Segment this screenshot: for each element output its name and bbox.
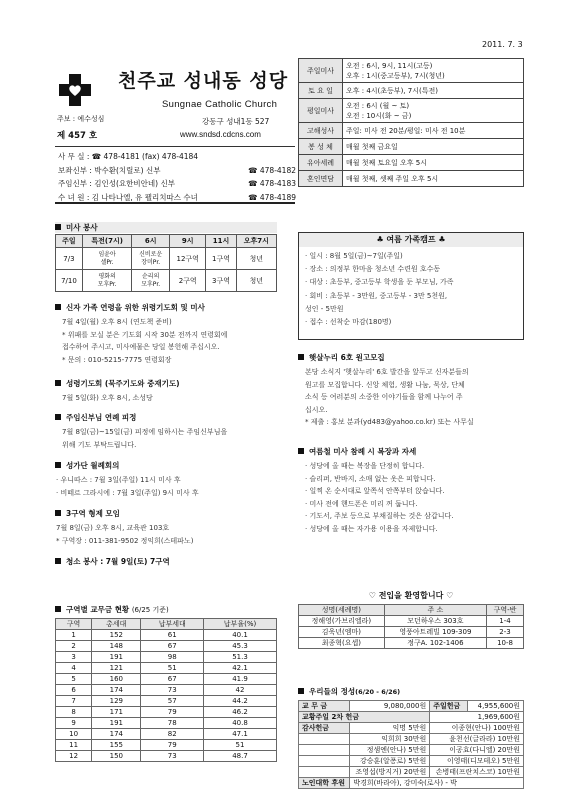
table-cell: 7/3 <box>56 248 83 270</box>
schedule-key: 토 요 일 <box>299 83 343 99</box>
table-cell: 평화의 모후Pr. <box>82 270 132 292</box>
table-row <box>299 756 524 767</box>
website-link[interactable]: www.sndsd.cdcns.com <box>180 130 261 139</box>
table-cell <box>299 734 350 745</box>
schedule-row <box>299 99 524 123</box>
text-line: 소식 등 여러분의 소중한 이야기들을 함께 나누어 주 <box>305 393 463 401</box>
table-row <box>56 751 277 762</box>
donation-table <box>55 618 277 762</box>
table-cell: 교 무 금 <box>299 701 350 712</box>
column-header: 납부세대 <box>141 619 204 630</box>
table-cell: 손병태(프란치스코) 10만원 <box>430 767 524 778</box>
table-cell: 46.2 <box>204 707 277 718</box>
table-cell: 42 <box>204 685 277 696</box>
table-cell: 3구역 <box>206 270 236 292</box>
schedule-row <box>299 171 524 187</box>
prayer-text <box>62 316 227 366</box>
text-line: 본당 소식지 '햇살누리' 6호 발간을 앞두고 신자분들의 <box>305 368 469 376</box>
table-cell <box>299 756 350 767</box>
table-cell: 모던하우스 303호 <box>384 616 486 627</box>
table-row <box>299 767 524 778</box>
column-header: 9시 <box>169 235 205 248</box>
table-row <box>56 718 277 729</box>
section-heading: 여름철 미사 참례 시 복장과 자세 <box>298 446 416 457</box>
table-cell: 67 <box>141 674 204 685</box>
table-cell: 129 <box>92 696 141 707</box>
schedule-value: 오후 : 4시(초등부), 7시(특전) <box>343 83 524 99</box>
table-cell: 98 <box>141 652 204 663</box>
section-heading: 3구역 형제 모임 <box>55 508 120 519</box>
table-row <box>56 740 277 751</box>
table-cell: 42.1 <box>204 663 277 674</box>
section-heading: 성령기도회 (묵주기도와 중재기도) <box>55 378 180 389</box>
mass-schedule-table <box>298 58 524 187</box>
table-cell: 임윤아 셀Pr. <box>82 248 132 270</box>
table-cell: 청년 <box>236 248 276 270</box>
table-cell: 152 <box>92 630 141 641</box>
table-cell: 7/10 <box>56 270 83 292</box>
table-cell: 김욱년(엠마) <box>299 627 385 638</box>
table-row <box>56 641 277 652</box>
table-cell: 노인대학 후원 <box>299 778 350 789</box>
schedule-key: 봉 성 체 <box>299 139 343 155</box>
text-line: · 장소 : 의정부 한마음 청소년 수련원 호수동 <box>305 265 441 274</box>
text-line: * 문의 : 010-5215-7775 연령회장 <box>62 355 172 364</box>
church-title: 천주교 성내동 성당 <box>118 70 289 92</box>
contact-row: 사 무 실 : ☎ 478-4181 (fax) 478-4184 <box>58 152 199 161</box>
table-row <box>299 723 524 734</box>
church-subtitle: Sungnae Catholic Church <box>162 99 278 110</box>
table-row <box>56 674 277 685</box>
table-cell: 47.1 <box>204 729 277 740</box>
table-cell: 51.3 <box>204 652 277 663</box>
schedule-row <box>299 139 524 155</box>
table-row <box>56 696 277 707</box>
table-row <box>299 734 524 745</box>
table-cell: 174 <box>92 729 141 740</box>
text-line: * 제출 : 홍보 분과(yd483@yahoo.co.kr) 또는 사무실 <box>305 418 474 426</box>
offering-table <box>298 700 524 789</box>
table-cell: 155 <box>92 740 141 751</box>
schedule-key: 혼인면담 <box>299 171 343 187</box>
table-cell: 2-3 <box>487 627 524 638</box>
table-cell: 191 <box>92 718 141 729</box>
text-line: 7월 4일(월) 오후 8시 (연도책 준비) <box>62 318 172 326</box>
text-line: · 대상 : 초등부, 중고등부 학생을 둔 부모님, 가족 <box>305 278 454 287</box>
divider <box>55 146 295 147</box>
contact-list <box>58 150 296 204</box>
table-cell: 51 <box>204 740 277 751</box>
table-cell: 6 <box>56 685 92 696</box>
attire-text <box>305 460 454 535</box>
text-line: * 구역장 : 011-381-9502 정익희(스테파노) <box>56 536 194 545</box>
district-text <box>56 522 193 547</box>
table-cell: 57 <box>141 696 204 707</box>
patron: 주보 : 예수성심 <box>57 115 105 123</box>
table-cell: 48.7 <box>204 751 277 762</box>
table-row <box>299 701 524 712</box>
column-header: 총세대 <box>92 619 141 630</box>
column-header: 오후7시 <box>236 235 276 248</box>
table-cell: 1,969,600원 <box>430 712 524 723</box>
table-row <box>56 729 277 740</box>
table-row <box>299 627 524 638</box>
table-cell: 2구역 <box>169 270 205 292</box>
text-line: * 위패를 모실 분은 기도회 시작 30분 전까지 연령회에 <box>62 330 228 339</box>
table-row <box>56 685 277 696</box>
table-cell: 1 <box>56 630 92 641</box>
text-line: · 우니따스 : 7월 3일(주일) 11시 미사 후 <box>56 476 181 484</box>
table-row <box>299 778 524 789</box>
schedule-key: 고해성사 <box>299 123 343 139</box>
table-cell: 최종혁(요셉) <box>299 638 385 649</box>
contact-row: 보좌신부 : 박수환(치릴로) 신부 ☎ 478-4182 <box>58 165 296 175</box>
table-cell: 45.3 <box>204 641 277 652</box>
table-cell: 8 <box>56 707 92 718</box>
welcome-heading: ♡ 전입을 환영합니다 ♡ <box>368 591 454 600</box>
text-line: 위해 기도 부탁드립니다. <box>62 440 137 449</box>
schedule-key: 주일미사 <box>299 59 343 83</box>
table-row <box>56 663 277 674</box>
text-line: · 미사 전에 핸드폰은 미리 꺼 둡니다. <box>305 499 418 508</box>
table-cell: 148 <box>92 641 141 652</box>
table-row <box>299 745 524 756</box>
column-header: 주 소 <box>384 605 486 616</box>
table-cell: 82 <box>141 729 204 740</box>
newsletter-text <box>305 366 474 429</box>
table-cell: 1구역 <box>206 248 236 270</box>
table-row <box>299 712 524 723</box>
table-cell: 61 <box>141 630 204 641</box>
table-cell: 강승훈(알퐁로) 5만원 <box>350 756 430 767</box>
table-cell: 10 <box>56 729 92 740</box>
schedule-row <box>299 155 524 171</box>
issue-number: 제 457 호 <box>57 131 98 141</box>
text-line: 십시오. <box>305 405 328 414</box>
table-cell: 51 <box>141 663 204 674</box>
church-cross-logo <box>57 72 93 108</box>
text-line: · 일시 : 8월 5일(금)~7일(주일) <box>305 252 403 260</box>
text-line: 7월 8일(금)~15일(금) 피정에 임하시는 주임신부님을 <box>62 428 228 436</box>
table-cell: 79 <box>141 707 204 718</box>
table-cell: 감사헌금 <box>299 723 350 734</box>
column-header: 납부율(%) <box>204 619 277 630</box>
table-cell: 40.8 <box>204 718 277 729</box>
table-cell: 5 <box>56 674 92 685</box>
section-heading: 주임신부님 연례 피정 <box>55 412 136 423</box>
column-header: 성명(세례명) <box>299 605 385 616</box>
table-cell: 주일헌금 <box>430 701 468 712</box>
schedule-key: 유아세례 <box>299 155 343 171</box>
table-cell: 12구역 <box>169 248 205 270</box>
schedule-value: 주일: 미사 전 20분/평일: 미사 전 10분 <box>343 123 524 139</box>
column-header: 6시 <box>132 235 170 248</box>
section-heading: 구역별 교무금 현황 (6/25 기준) <box>55 604 169 615</box>
table-cell: 41.9 <box>204 674 277 685</box>
section-heading: 신자 가족 연령을 위한 위령기도회 및 미사 <box>55 302 205 313</box>
text-line: 성인 - 5만원 <box>305 304 344 313</box>
section-heading: 햇살누리 6호 원고모집 <box>298 352 385 363</box>
table-cell: 79 <box>141 740 204 751</box>
column-header: 특전(7시) <box>82 235 132 248</box>
table-cell: 12 <box>56 751 92 762</box>
table-row <box>56 630 277 641</box>
table-cell: 이종현(안나) 100만원 <box>430 723 524 734</box>
text-line: · 슬리퍼, 반바지, 소매 없는 옷은 피합니다. <box>305 474 436 483</box>
table-cell: 윤천선(글라라) 10만원 <box>430 734 524 745</box>
camp-details <box>299 247 523 332</box>
address: 강동구 성내1동 527 <box>202 117 270 126</box>
table-row <box>56 270 277 292</box>
table-cell: 순리의 모후Pr. <box>132 270 170 292</box>
table-cell: 이영태(디모테오) 5만원 <box>430 756 524 767</box>
divider <box>55 202 295 204</box>
table-cell: 영풍아트레빌 109-309 <box>384 627 486 638</box>
table-cell: 이공효(다니엘) 20만원 <box>430 745 524 756</box>
text-line: · 성당에 올 때는 자가용 이용을 자제합니다. <box>305 524 438 533</box>
table-row <box>56 707 277 718</box>
table-cell: 익희희 30만원 <box>350 734 430 745</box>
text-line: · 일찍 온 순서대로 앞쪽석 안쪽부터 앉습니다. <box>305 487 445 495</box>
table-row <box>56 248 277 270</box>
table-cell: 교황주일 2차 헌금 <box>299 712 430 723</box>
table-cell: 박경희(바라아), 강미숙(로사) - 박 <box>350 778 524 789</box>
table-cell: 73 <box>141 685 204 696</box>
table-cell: 11 <box>56 740 92 751</box>
choir-text <box>56 474 199 499</box>
table-cell: 9 <box>56 718 92 729</box>
section-heading: 미사 봉사 <box>55 222 277 233</box>
text-line: 원고를 모집합니다. 신앙 체험, 생활 나눔, 묵상, 단체 <box>305 380 465 389</box>
schedule-value: 오전 : 6시, 9시, 11시(고등) 오후 : 1시(중고등부), 7시(청년) <box>343 59 524 83</box>
table-cell: 익명 5만원 <box>350 723 430 734</box>
table-row <box>56 652 277 663</box>
table-cell: 171 <box>92 707 141 718</box>
section-heading: 우리들의 정성(6/20 - 6/26) <box>298 686 400 697</box>
table-cell: 10-8 <box>487 638 524 649</box>
table-cell: 신비로운 장미Pr. <box>132 248 170 270</box>
table-cell: 150 <box>92 751 141 762</box>
summer-camp-box <box>298 232 524 340</box>
table-cell: 44.2 <box>204 696 277 707</box>
table-cell: 4,955,600원 <box>468 701 524 712</box>
prayer-group-text <box>62 392 153 405</box>
table-cell: 1-4 <box>487 616 524 627</box>
camp-heading: ♣ 여름 가족캠프 ♣ <box>299 233 523 247</box>
table-cell: 40.1 <box>204 630 277 641</box>
table-cell: 78 <box>141 718 204 729</box>
table-cell: 4 <box>56 663 92 674</box>
table-cell: 67 <box>141 641 204 652</box>
schedule-value: 매월 첫째 토요일 오후 5시 <box>343 155 524 171</box>
issue-date: 2011. 7. 3 <box>482 40 523 49</box>
section-heading: 청소 봉사 : 7월 9일(토) 7구역 <box>55 556 170 567</box>
table-cell: 3 <box>56 652 92 663</box>
section-heading: 성가단 월례회의 <box>55 460 119 471</box>
table-cell: 정해영(가브리엘라) <box>299 616 385 627</box>
table-cell: 7 <box>56 696 92 707</box>
text-line: · 회비 : 초등부 - 3만원, 중고등부 - 3만 5천원, <box>305 291 448 300</box>
column-header: 11시 <box>206 235 236 248</box>
new-members-table <box>298 604 524 649</box>
table-cell: 9,080,000원 <box>350 701 430 712</box>
table-cell <box>299 767 350 778</box>
schedule-row <box>299 83 524 99</box>
text-line: · 기도서, 주보 등으로 부채질하는 것은 삼갑니다. <box>305 512 454 520</box>
contact-row: 수 녀 원 : 김 나타나엘, 유 펠리치따스 수녀 ☎ 478-4189 <box>58 192 296 202</box>
schedule-value: 매월 첫째 금요일 <box>343 139 524 155</box>
text-line: · 성당에 올 때는 복장을 단정히 합니다. <box>305 462 425 470</box>
text-line: 7월 5일(화) 오후 8시, 소성당 <box>62 394 153 402</box>
table-cell: 191 <box>92 652 141 663</box>
column-header: 주일 <box>56 235 83 248</box>
text-line: 접수하여 주시고, 미사예물은 당일 봉헌해 주십시오. <box>62 343 220 351</box>
table-row <box>299 638 524 649</box>
table-cell: 174 <box>92 685 141 696</box>
table-cell: 73 <box>141 751 204 762</box>
table-cell <box>299 745 350 756</box>
schedule-row <box>299 59 524 83</box>
text-line: 7월 8일(금) 오후 8시, 교육관 103호 <box>56 524 170 532</box>
table-cell: 160 <box>92 674 141 685</box>
schedule-row <box>299 123 524 139</box>
column-header: 구역-반 <box>487 605 524 616</box>
contact-row: 주임신부 : 김인성(요한비안네) 신부 ☎ 478-4183 <box>58 179 296 188</box>
schedule-key: 평일미사 <box>299 99 343 123</box>
table-cell: 정구A. 102-1406 <box>384 638 486 649</box>
mass-service-table <box>55 234 277 292</box>
schedule-value: 매월 첫째, 셋째 주일 오후 5시 <box>343 171 524 187</box>
table-cell: 조영섭(방지거) 20만원 <box>350 767 430 778</box>
retreat-text <box>62 426 227 451</box>
table-cell: 청년 <box>236 270 276 292</box>
table-cell: 2 <box>56 641 92 652</box>
table-cell: 121 <box>92 663 141 674</box>
text-line: · 접수 : 선착순 마감(180명) <box>305 318 392 327</box>
table-cell: 정샘엔(안나) 5만원 <box>350 745 430 756</box>
schedule-value: 오전 : 6시 (월 ~ 토) 오전 : 10시(화 ~ 금) <box>343 99 524 123</box>
table-row <box>299 616 524 627</box>
text-line: · 비떼르 그라시에 : 7월 3일(주일) 9시 미사 후 <box>56 488 199 497</box>
column-header: 구역 <box>56 619 92 630</box>
